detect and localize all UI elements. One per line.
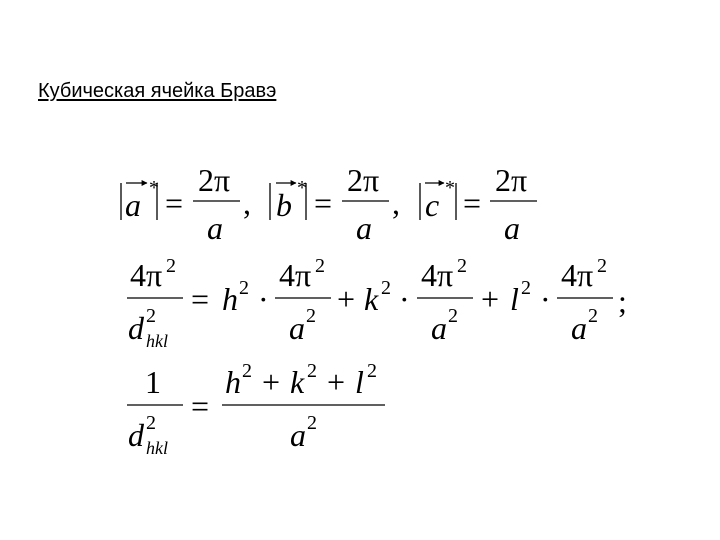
numerator-4pi: 4π [130, 257, 163, 293]
numerator-2pi: 2π [198, 162, 231, 198]
exponent-2: 2 [457, 255, 467, 277]
exponent-2: 2 [146, 412, 156, 434]
denominator-d: d [128, 310, 144, 346]
lhs-fraction [127, 255, 183, 351]
plus-sign: + [481, 281, 500, 317]
vector-c-star-symbol: c [425, 187, 440, 223]
variable-h: h [225, 364, 241, 400]
equation-interplanar-cubic [127, 360, 385, 458]
star-superscript: * [445, 177, 455, 199]
fraction-2pi-over-a-3 [490, 162, 537, 246]
exponent-2: 2 [146, 305, 156, 327]
equation-interplanar-expansion [127, 255, 627, 351]
fraction-4pi2-over-a2-1 [275, 255, 331, 346]
reciprocal-a-magnitude [121, 177, 159, 223]
plus-sign: + [337, 281, 356, 317]
exponent-2: 2 [521, 277, 531, 299]
exponent-2: 2 [307, 412, 317, 434]
fraction-2pi-over-a-2 [342, 162, 389, 246]
reciprocal-b-magnitude [270, 177, 307, 223]
equals-sign: = [191, 388, 210, 424]
exponent-2: 2 [166, 255, 176, 277]
numerator-4pi: 4π [421, 257, 454, 293]
exponent-2: 2 [597, 255, 607, 277]
star-superscript: * [149, 177, 159, 199]
variable-l: l [355, 364, 364, 400]
denominator-a: a [504, 210, 520, 246]
denominator-a: a [356, 210, 372, 246]
denominator-a: a [289, 310, 305, 346]
numerator-2pi: 2π [347, 162, 380, 198]
slide-title: Кубическая ячейка Бравэ [38, 80, 277, 102]
variable-h: h [222, 281, 238, 317]
denominator-a: a [571, 310, 587, 346]
variable-k: k [364, 281, 379, 317]
exponent-2: 2 [239, 277, 249, 299]
equals-sign: = [191, 281, 210, 317]
equals-sign: = [165, 185, 184, 221]
plus-sign: + [327, 364, 346, 400]
variable-l: l [510, 281, 519, 317]
fraction-4pi2-over-a2-3 [557, 255, 613, 346]
vector-a-star-symbol: a [125, 187, 141, 223]
dot-operator: · [540, 281, 551, 317]
lhs-fraction [127, 364, 183, 458]
equation-reciprocal-vectors [121, 162, 537, 246]
dot-operator: · [399, 281, 410, 317]
rhs-fraction [222, 360, 385, 453]
reciprocal-c-magnitude [420, 177, 456, 223]
vector-b-star-symbol: b [276, 187, 292, 223]
exponent-2: 2 [315, 255, 325, 277]
comma: , [392, 185, 400, 221]
numerator-2pi: 2π [495, 162, 528, 198]
exponent-2: 2 [448, 305, 458, 327]
subscript-hkl: hkl [146, 438, 168, 458]
subscript-hkl: hkl [146, 331, 168, 351]
exponent-2: 2 [242, 360, 252, 382]
denominator-d: d [128, 417, 144, 453]
exponent-2: 2 [367, 360, 377, 382]
exponent-2: 2 [381, 277, 391, 299]
exponent-2: 2 [306, 305, 316, 327]
equals-sign: = [463, 185, 482, 221]
variable-k: k [290, 364, 305, 400]
numerator-one: 1 [145, 364, 161, 400]
denominator-a: a [290, 417, 306, 453]
comma: , [243, 185, 251, 221]
numerator-4pi: 4π [561, 257, 594, 293]
fraction-4pi2-over-a2-2 [417, 255, 473, 346]
numerator-4pi: 4π [279, 257, 312, 293]
exponent-2: 2 [588, 305, 598, 327]
fraction-2pi-over-a-1 [193, 162, 240, 246]
star-superscript: * [297, 177, 307, 199]
exponent-2: 2 [307, 360, 317, 382]
dot-operator: · [258, 281, 269, 317]
semicolon: ; [618, 283, 627, 319]
denominator-a: a [207, 210, 223, 246]
equals-sign: = [314, 185, 333, 221]
denominator-a: a [431, 310, 447, 346]
plus-sign: + [262, 364, 281, 400]
